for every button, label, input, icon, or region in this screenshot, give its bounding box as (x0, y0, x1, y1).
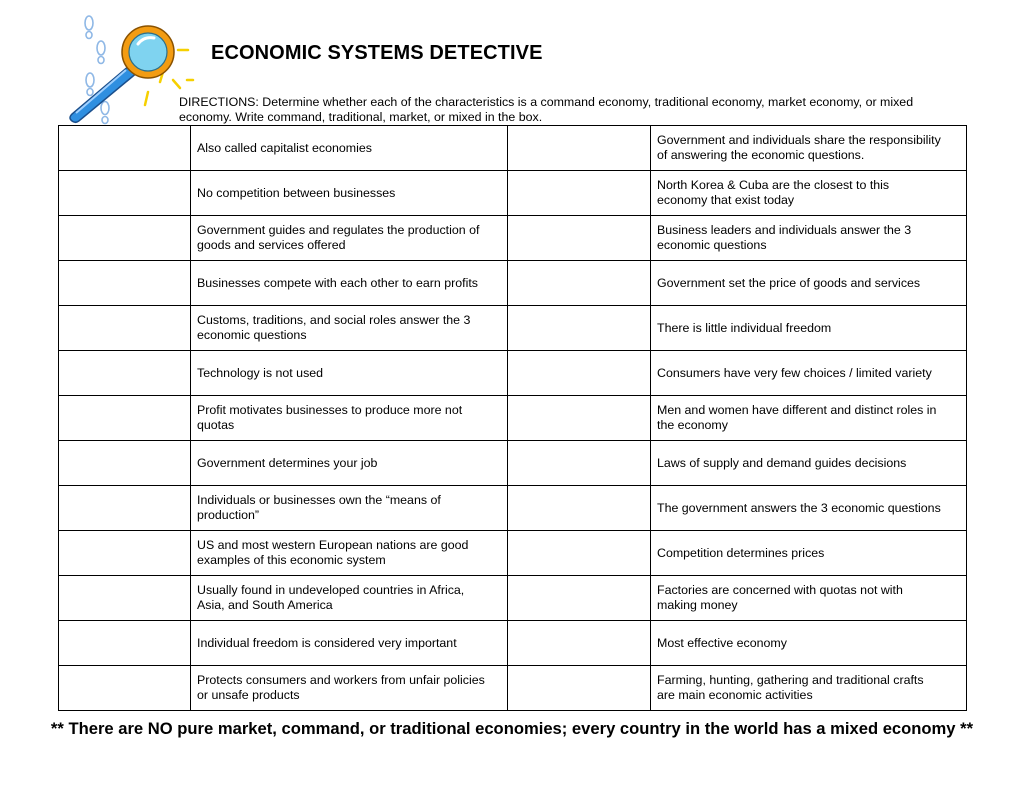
table-row (59, 351, 967, 396)
characteristic-left: Government guides and regulates the production of goods and services offered (191, 216, 508, 261)
answer-box-left[interactable] (59, 216, 191, 261)
table-row (59, 441, 967, 486)
answer-box-right[interactable] (508, 621, 651, 666)
footer-note: ** There are NO pure market, command, or traditional economies; every country in the world has a mixed economy ** (50, 719, 974, 738)
table-row (59, 621, 967, 666)
answer-box-left[interactable] (59, 351, 191, 396)
answer-box-right[interactable] (508, 531, 651, 576)
answer-box-right[interactable] (508, 576, 651, 621)
answer-box-right[interactable] (508, 396, 651, 441)
characteristic-right: Business leaders and individuals answer the 3 economic questions (651, 216, 967, 261)
characteristics-table (58, 125, 967, 711)
directions-text: DIRECTIONS: Determine whether each of the characteristics is a command economy, traditional economy, market economy, or mixed economy. Write command, traditional, market, or mixed in the box. (179, 95, 914, 124)
characteristic-left: Also called capitalist economies (191, 126, 508, 171)
characteristic-left: Individual freedom is considered very important (191, 621, 508, 666)
table-row (59, 216, 967, 261)
characteristic-right: Government and individuals share the responsibility of answering the economic questions. (651, 126, 967, 171)
table-row (59, 126, 967, 171)
answer-box-right[interactable] (508, 126, 651, 171)
answer-box-right[interactable] (508, 441, 651, 486)
answer-box-right[interactable] (508, 171, 651, 216)
answer-box-left[interactable] (59, 396, 191, 441)
answer-box-left[interactable] (59, 171, 191, 216)
answer-box-left[interactable] (59, 531, 191, 576)
characteristic-right: Most effective economy (651, 621, 967, 666)
characteristic-left: US and most western European nations are good examples of this economic system (191, 531, 508, 576)
characteristic-right: North Korea & Cuba are the closest to this economy that exist today (651, 171, 967, 216)
characteristic-left: No competition between businesses (191, 171, 508, 216)
characteristic-right: Farming, hunting, gathering and traditional crafts are main economic activities (651, 666, 967, 711)
characteristic-right: Men and women have different and distinct roles in the economy (651, 396, 967, 441)
characteristic-left: Profit motivates businesses to produce more not quotas (191, 396, 508, 441)
characteristic-right: The government answers the 3 economic questions (651, 486, 967, 531)
answer-box-right[interactable] (508, 306, 651, 351)
answer-box-right[interactable] (508, 216, 651, 261)
page-title: ECONOMIC SYSTEMS DETECTIVE (211, 42, 543, 64)
answer-box-left[interactable] (59, 261, 191, 306)
characteristic-right: Laws of supply and demand guides decisions (651, 441, 967, 486)
characteristic-right: Factories are concerned with quotas not with making money (651, 576, 967, 621)
answer-box-left[interactable] (59, 576, 191, 621)
table-row (59, 396, 967, 441)
table-row (59, 576, 967, 621)
characteristic-right: There is little individual freedom (651, 306, 967, 351)
answer-box-right[interactable] (508, 261, 651, 306)
characteristic-left: Businesses compete with each other to earn profits (191, 261, 508, 306)
answer-box-left[interactable] (59, 666, 191, 711)
answer-box-left[interactable] (59, 306, 191, 351)
table-row (59, 666, 967, 711)
characteristic-left: Individuals or businesses own the “means of production” (191, 486, 508, 531)
answer-box-left[interactable] (59, 441, 191, 486)
answer-box-right[interactable] (508, 486, 651, 531)
answer-box-left[interactable] (59, 126, 191, 171)
magnifying-glass-icon (60, 10, 195, 128)
characteristic-right: Competition determines prices (651, 531, 967, 576)
table-row (59, 171, 967, 216)
answer-box-left[interactable] (59, 621, 191, 666)
characteristic-right: Government set the price of goods and services (651, 261, 967, 306)
characteristic-right: Consumers have very few choices / limited variety (651, 351, 967, 396)
characteristic-left: Usually found in undeveloped countries in Africa, Asia, and South America (191, 576, 508, 621)
answer-box-left[interactable] (59, 486, 191, 531)
table-row (59, 306, 967, 351)
answer-box-right[interactable] (508, 351, 651, 396)
answer-box-right[interactable] (508, 666, 651, 711)
characteristic-left: Technology is not used (191, 351, 508, 396)
table-row (59, 261, 967, 306)
characteristic-left: Protects consumers and workers from unfair policies or unsafe products (191, 666, 508, 711)
characteristic-left: Government determines your job (191, 441, 508, 486)
characteristic-left: Customs, traditions, and social roles answer the 3 economic questions (191, 306, 508, 351)
table-row (59, 486, 967, 531)
table-row (59, 531, 967, 576)
